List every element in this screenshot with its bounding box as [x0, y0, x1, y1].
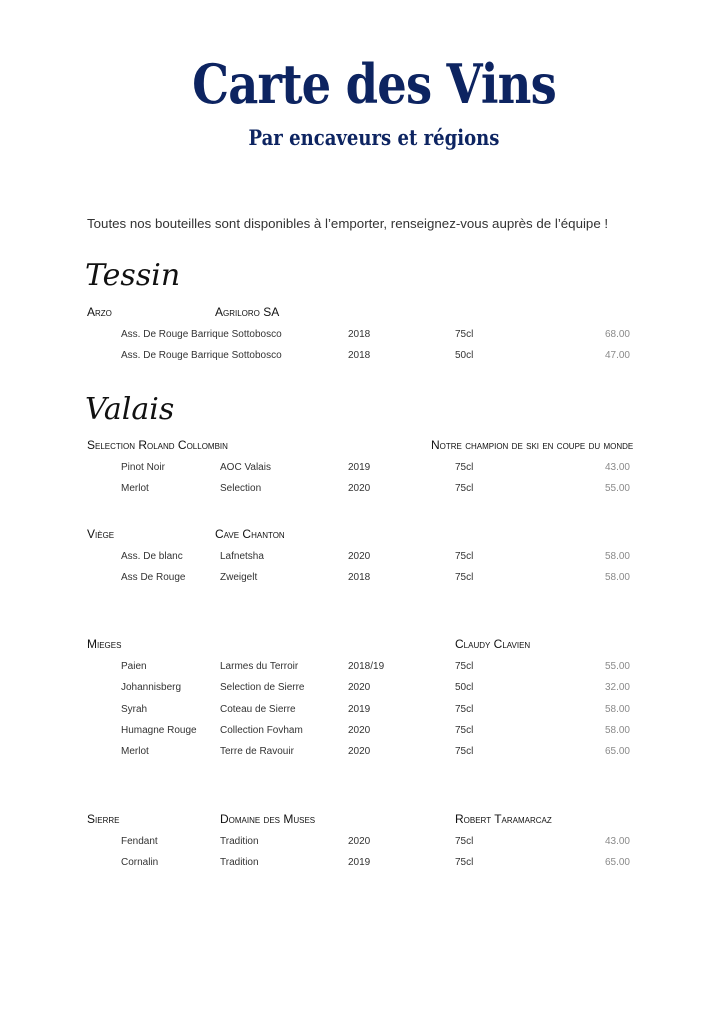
wine-row: [0, 857, 724, 873]
wine-row: [0, 572, 724, 588]
wine-name: Ass. De Rouge Barrique Sottobosco: [121, 329, 282, 340]
section-place-collombin: Selection Roland Collombin: [87, 438, 228, 452]
wine-name: Johannisberg: [121, 682, 182, 693]
wine-name: Syrah: [121, 704, 148, 715]
wine-price: 32.00: [604, 682, 630, 693]
wine-year: 2020: [348, 682, 371, 693]
wine-size: 75cl: [455, 462, 474, 473]
wine-year: 2018/19: [348, 661, 385, 672]
wine-price: 58.00: [604, 725, 630, 736]
wine-name: Pinot Noir: [121, 462, 165, 473]
wine-row: [0, 682, 724, 698]
wine-price: 58.00: [604, 572, 630, 583]
wine-year: 2020: [348, 725, 371, 736]
page-subtitle: Par encaveurs et régions: [248, 125, 500, 150]
section-domain-muses: Domaine des Muses: [220, 812, 316, 826]
wine-name: Cornalin: [121, 857, 159, 868]
wine-price: 47.00: [604, 350, 630, 361]
wine-row: [0, 350, 724, 366]
wine-label: Tradition: [220, 857, 259, 868]
wine-year: 2018: [348, 572, 371, 583]
wine-label: Selection: [220, 483, 262, 494]
wine-label: Terre de Ravouir: [220, 746, 294, 757]
wine-year: 2019: [348, 857, 371, 868]
wine-price: 43.00: [604, 836, 630, 847]
wine-name: Ass. De blanc: [121, 551, 183, 562]
wine-label: Tradition: [220, 836, 259, 847]
section-place-arzo: Arzo: [87, 305, 112, 319]
wine-label: Larmes du Terroir: [220, 661, 299, 672]
wine-year: 2020: [348, 746, 371, 757]
wine-row: [0, 462, 724, 478]
wine-price: 65.00: [604, 746, 630, 757]
wine-size: 50cl: [455, 350, 474, 361]
wine-row: [0, 551, 724, 567]
wine-year: 2018: [348, 329, 371, 340]
wine-name: Fendant: [121, 836, 158, 847]
section-producer-chanton: Cave Chanton: [215, 527, 285, 541]
wine-name: Paien: [121, 661, 147, 672]
page-title: Carte des Vins: [192, 52, 556, 116]
section-producer-taramarcaz: Robert Taramarcaz: [455, 812, 552, 826]
wine-price: 55.00: [604, 661, 630, 672]
wine-size: 75cl: [455, 551, 474, 562]
wine-label: AOC Valais: [220, 462, 271, 473]
wine-name: Merlot: [121, 483, 149, 494]
wine-row: [0, 725, 724, 741]
wine-name: Ass De Rouge: [121, 572, 186, 583]
wine-size: 75cl: [455, 329, 474, 340]
wine-row: [0, 483, 724, 499]
wine-year: 2020: [348, 551, 371, 562]
wine-price: 68.00: [604, 329, 630, 340]
wine-row: [0, 661, 724, 677]
wine-size: 50cl: [455, 682, 474, 693]
wine-size: 75cl: [455, 725, 474, 736]
wine-name: Ass. De Rouge Barrique Sottobosco: [121, 350, 282, 361]
region-heading-valais: Valais: [85, 392, 175, 427]
section-place-mieges: Mieges: [87, 637, 122, 651]
wine-label: Coteau de Sierre: [220, 704, 296, 715]
wine-size: 75cl: [455, 746, 474, 757]
wine-label: Selection de Sierre: [220, 682, 305, 693]
wine-name: Merlot: [121, 746, 149, 757]
section-place-viege: Viège: [87, 527, 115, 541]
section-note-collombin: Notre champion de ski en coupe du monde: [431, 438, 634, 452]
wine-price: 65.00: [604, 857, 630, 868]
wine-size: 75cl: [455, 572, 474, 583]
section-producer-agriloro: Agriloro SA: [215, 305, 280, 319]
region-heading-tessin: Tessin: [85, 258, 181, 293]
wine-size: 75cl: [455, 704, 474, 715]
wine-price: 58.00: [604, 551, 630, 562]
wine-size: 75cl: [455, 483, 474, 494]
wine-row: [0, 836, 724, 852]
wine-price: 55.00: [604, 483, 630, 494]
wine-year: 2018: [348, 350, 371, 361]
wine-price: 43.00: [604, 462, 630, 473]
wine-row: [0, 746, 724, 762]
wine-price: 58.00: [604, 704, 630, 715]
wine-year: 2019: [348, 704, 371, 715]
wine-year: 2019: [348, 462, 371, 473]
section-producer-clavien: Claudy Clavien: [455, 637, 531, 651]
wine-label: Zweigelt: [220, 572, 258, 583]
wine-label: Collection Fovham: [220, 725, 303, 736]
wine-size: 75cl: [455, 661, 474, 672]
wine-row: [0, 704, 724, 720]
wine-year: 2020: [348, 836, 371, 847]
wine-row: [0, 329, 724, 345]
section-place-sierre: Sierre: [87, 812, 120, 826]
wine-size: 75cl: [455, 857, 474, 868]
wine-name: Humagne Rouge: [121, 725, 197, 736]
intro-text: Toutes nos bouteilles sont disponibles à l’emporter, renseignez-vous auprès de l’équipe !: [87, 216, 609, 231]
wine-size: 75cl: [455, 836, 474, 847]
wine-label: Lafnetsha: [220, 551, 264, 562]
wine-year: 2020: [348, 483, 371, 494]
